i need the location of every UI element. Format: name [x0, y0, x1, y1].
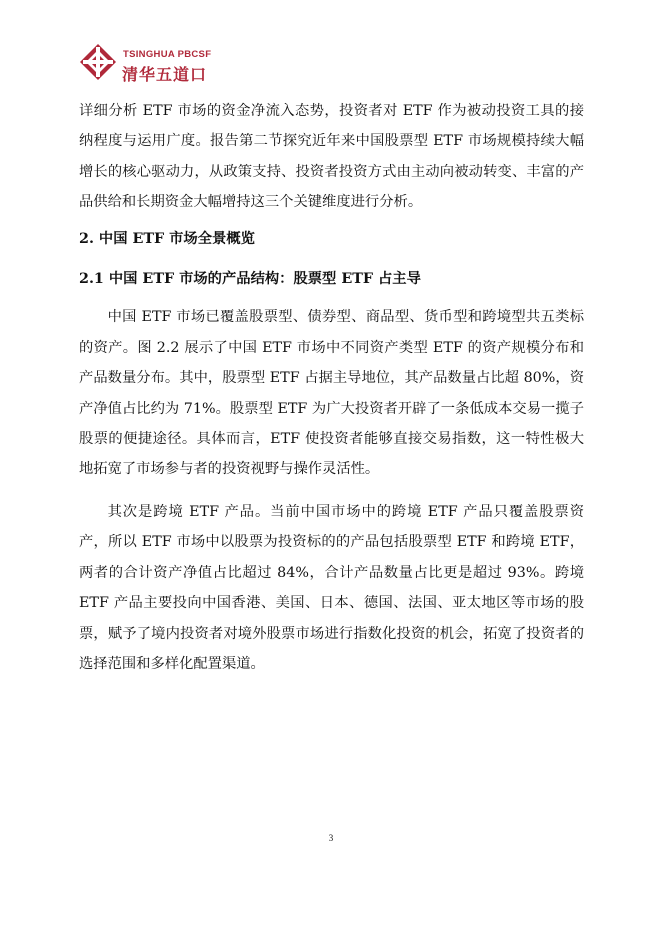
paragraph-cross-border-etf: 其次是跨境 ETF 产品。当前中国市场中的跨境 ETF 产品只覆盖股票资产，所以 ETF 市场中以股票为投资标的的产品包括股票型 ETF 和跨境 ETF，两者的合计资产净值占比超过 84%，合计产品数量占比更是超过 93%。跨境 ETF 产品主要投向中国香港、美国、日本、德国、法国、亚太地区等市场的股票，赋予了境内投资者对境外股票市场进行指数化投资的机会，拓宽了投资者的选择范围和多样化配置渠道。	[79, 503, 584, 672]
tsinghua-logo-icon	[79, 43, 117, 81]
subsection-heading: 2.1 中国 ETF 市场的产品结构：股票型 ETF 占主导	[79, 271, 421, 288]
document-body	[79, 96, 584, 679]
logo-english-text: TSINGHUA PBCSF	[123, 49, 212, 60]
paragraph-product-structure: 中国 ETF 市场已覆盖股票型、债券型、商品型、货币型和跨境型共五类标的资产。图 2.2 展示了中国 ETF 市场中不同资产类型 ETF 的资产规模分布和产品数量分布。其中，股票型 ETF 占据主导地位，其产品数量占比超 80%，资产净值占比约为 71%。股票型 ETF 为广大投资者开辟了一条低成本交易一揽子股票的便捷途径。具体而言，ETF 使投资者能够直接交易指数，这一特性极大地拓宽了市场参与者的投资视野与操作灵活性。	[79, 309, 584, 478]
logo-chinese-text: 清华五道口	[122, 65, 208, 84]
section-heading: 2. 中国 ETF 市场全景概览	[79, 230, 255, 247]
paragraph-intro-continued: 详细分析 ETF 市场的资金净流入态势，投资者对 ETF 作为被动投资工具的接纳程度与运用广度。报告第二节探究近年来中国股票型 ETF 市场规模持续大幅增长的核心驱动力，从政策支持、投资者投资方式由主动向被动转变、丰富的产品供给和长期资金大幅增持这三个关键维度进行分析。	[79, 103, 584, 211]
header-logo	[79, 43, 259, 83]
page-number: 3	[328, 833, 334, 843]
